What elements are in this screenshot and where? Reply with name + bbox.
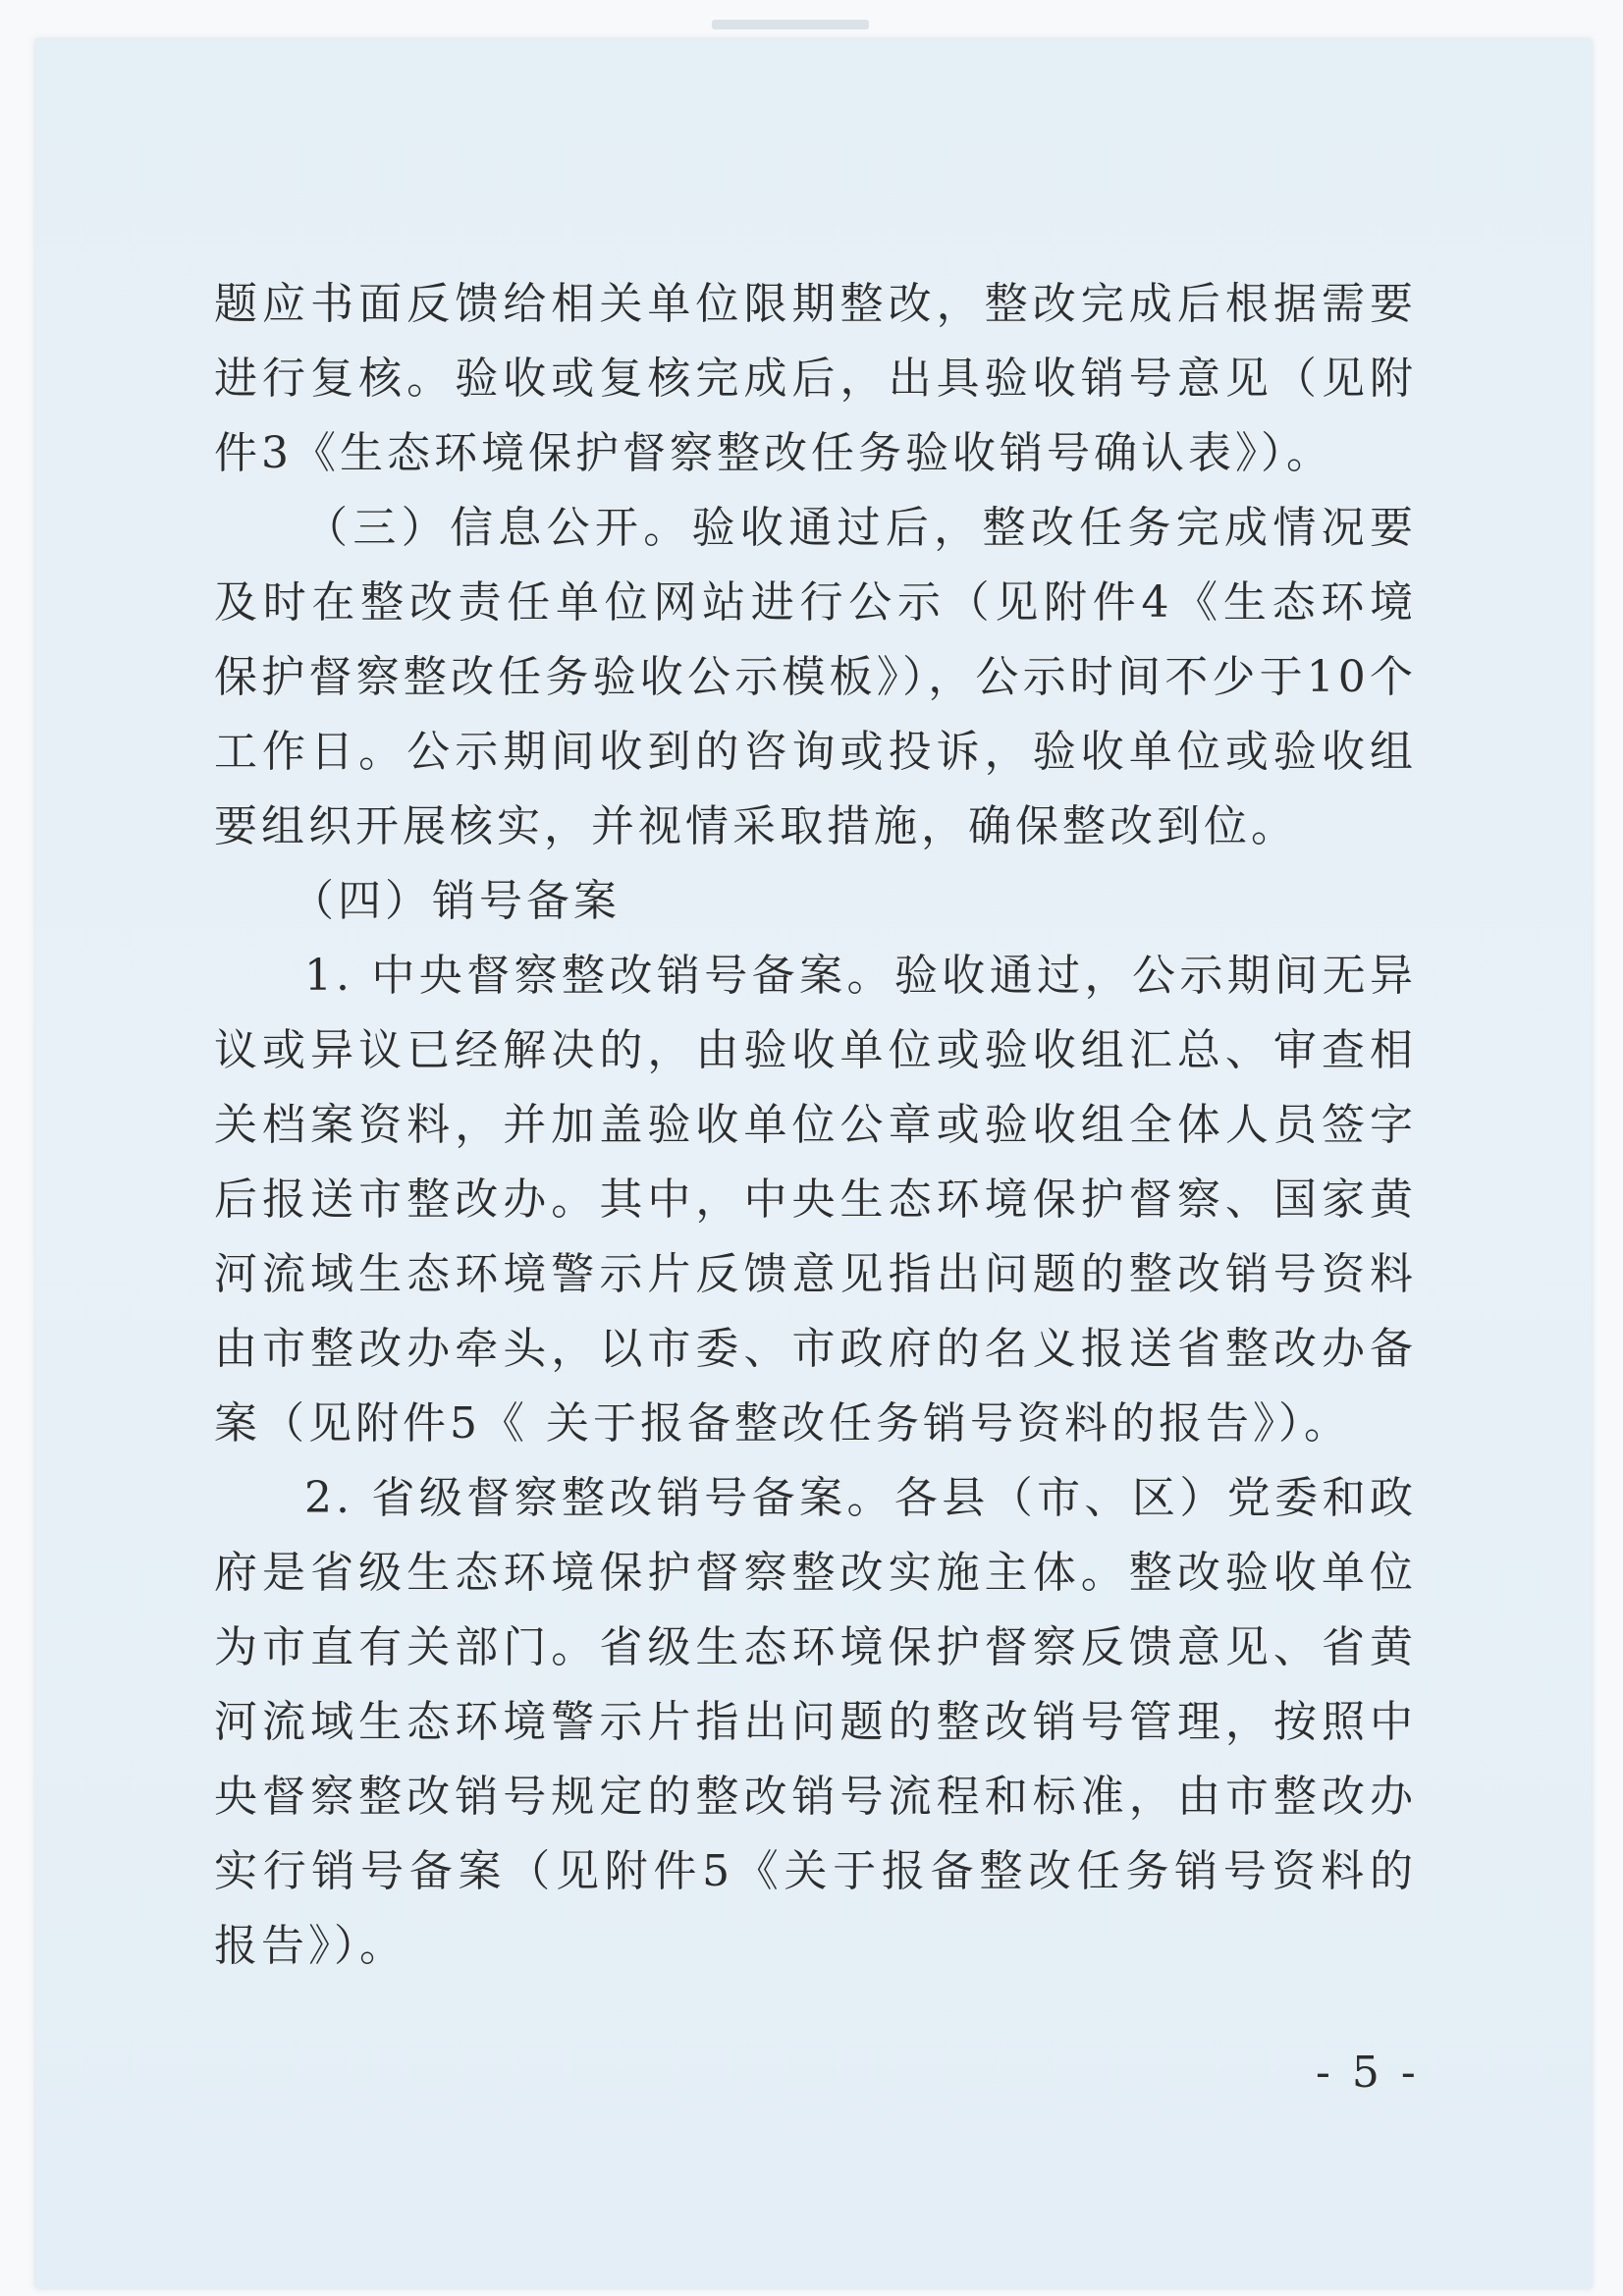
paragraph-central-filing: 1. 中央督察整改销号备案。验收通过，公示期间无异议或异议已经解决的，由验收单位或验收组汇总、审查相关档案资料，并加盖验收单位公章或验收组全体人员签字后报送市整改办。其中，中央生态环境保护督察、国家黄河流域生态环境警示片反馈意见指出问题的整改销号资料由市整改办牵头，以市委、市政府的名义报送省整改办备案（见附件5《 关于报备整改任务销号资料的报告》）。 — [214, 951, 1417, 1449]
page-number: - 5 - — [1316, 2048, 1420, 2098]
paragraph-information-disclosure: （三）信息公开。验收通过后，整改任务完成情况要及时在整改责任单位网站进行公示（见附件4《生态环境保护督察整改任务验收公示模板》），公示时间不少于10个工作日。公示期间收到的咨询或投诉，验收单位或验收组要组织开展核实，并视情采取措施，确保整改到位。 — [214, 503, 1417, 851]
section-heading-filing: （四）销号备案 — [291, 876, 621, 926]
paragraph-provincial-filing: 2. 省级督察整改销号备案。各县（市、区）党委和政府是省级生态环境保护督察整改实施主体。整改验收单位为市直有关部门。省级生态环境保护督察反馈意见、省黄河流域生态环境警示片指出问题的整改销号管理，按照中央督察整改销号规定的整改销号流程和标准，由市整改办实行销号备案（见附件5《关于报备整改任务销号资料的报告》）。 — [214, 1473, 1417, 1971]
document-body — [214, 267, 1417, 1984]
paragraph-continuation: 题应书面反馈给相关单位限期整改，整改完成后根据需要进行复核。验收或复核完成后，出具验收销号意见（见附件3《生态环境保护督察整改任务验收销号确认表》）。 — [214, 279, 1417, 478]
scan-edge-mark — [712, 20, 869, 29]
